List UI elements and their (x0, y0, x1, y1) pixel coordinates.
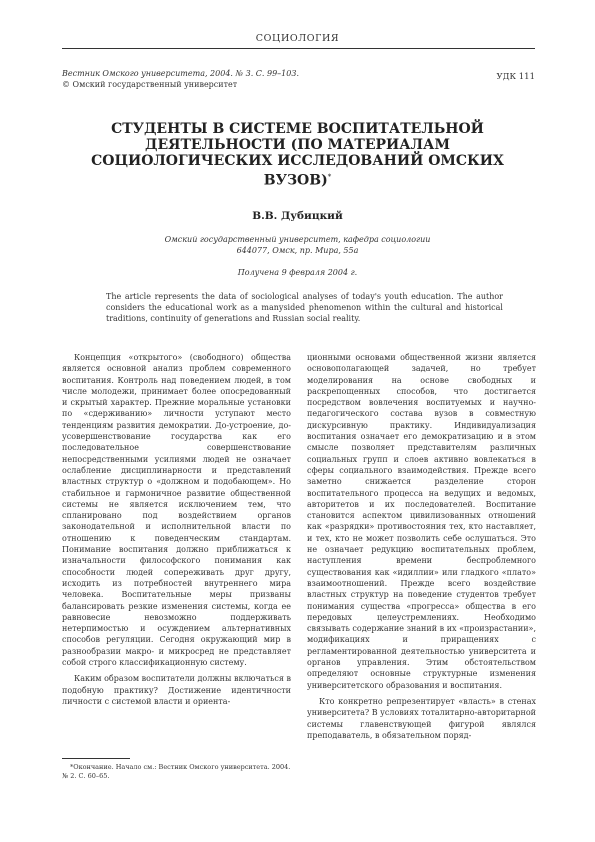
abstract: The article represents the data of sociological analyses of today's youth education. The author considers the educational work as a manysided phenomenon within the cultural and historical traditions, continuity of generations and Russian social reality. (106, 292, 503, 323)
article-title (90, 121, 505, 189)
right-column (307, 352, 536, 746)
affiliation-line-1: Омский государственный университет, кафедра социологии (164, 235, 431, 244)
header-rule (62, 48, 535, 49)
journal-info (62, 68, 299, 90)
received-date: Получена 9 февраля 2004 г. (237, 268, 358, 277)
journal-citation: Вестник Омского университета, 2004. № 3. С. 99–103. (62, 69, 299, 78)
article-title-text: СТУДЕНТЫ В СИСТЕМЕ ВОСПИТАТЕЛЬНОЙ ДЕЯТЕЛЬНОСТИ (ПО МАТЕРИАЛАМ СОЦИОЛОГИЧЕСКИХ ИССЛЕДОВАНИЙ ОМСКИХ ВУЗОВ) (91, 121, 504, 189)
copyright-line: © Омский государственный университет (62, 80, 238, 89)
footnote-rule (62, 758, 130, 759)
affiliation-line-2: 644077, Омск, пр. Мира, 55а (236, 246, 359, 255)
paragraph: Каким образом воспитатели должны включаться в подобную практику? Достижение идентичности личности с системой власти и ориента- (62, 674, 291, 706)
affiliation (0, 234, 595, 256)
paragraph: ционными основами общественной жизни является основополагающей задачей, но требует моделирования на основе свободных и раскрепощенных способов, что достигается посредством вовлечения воспитуемых и научно-педагогического состава вузов в совместную дискурсивную практику. Индивидуализация воспитания означает его демократизацию и в этом смысле позволяет представителям различных социальных групп и слоев активно вовлекаться в сферы социального взаимодействия. Прежде всего заметно снижается разделение сторон воспитательного процесса на ведущих и ведомых, авторитетов и их последователей. Воспитание становится аспектом цивилизованных отношений как «разрядки» противостояния тех, кто наставляет, и тех, кто не может позволить себе ослушаться. Это не означает редукцию воспитательных проблем, наступления времени беспроблемного существования как «идиллии» или гладкого «плато» взаимоотношений. Прежде всего воздействие властных структур на поведение студентов требует понимания существа «прогресса» общества в его передовых целеустремлениях. Необходимо связывать содержание знаний в их «произрастании», модификациях и приращениях с регламентированной деятельностью университета и органов управления. Этим обстоятельством определяют основные структурные изменения университетского образования и воспитания. (307, 353, 536, 690)
title-footnote-mark: * (327, 173, 332, 181)
udk-code: УДК 111 (496, 72, 535, 82)
left-column (62, 352, 291, 712)
running-head: СОЦИОЛОГИЯ (255, 33, 340, 44)
paragraph: Концепция «открытого» (свободного) общества является основной анализ проблем современного воспитания. Контроль над поведением людей, в том числе молодежи, принимает более опосредованный и скрытый характер. Прежние моральные установки по «сдерживанию» личности уступают место тенденциям развития демократии. До-устроение, до-усовершенствование государства как его последовательное совершенствование непосредственными усилиями людей не означает ослабление дисциплинарности и представлений властных структур о «должном и подобающем». Но стабильное и гармоничное развитие общественной системы не является исключением тем, что спланировано под воздействием органов законодательной и исполнительной власти по отношению к поведенческим стандартам. Понимание воспитания должно приближаться к изначальности философского понимания как способности людей сопереживать друг другу, исходить из потребностей внутреннего мира человека. Воспитательные меры призваны балансировать резкие изменения системы, когда ее равновесие невозможно поддерживать нетерпимостью и осуждением альтернативных способов регуляции. Сегодня окружающий мир в разнообразии макро- и микросред не представляет собой строго классификационную систему. (62, 353, 291, 668)
paragraph: Кто конкретно репрезентирует «власть» в стенах университета? В условиях тоталитарно-авторитарной системы главенствующей фигурой являлся преподаватель, в обязательном поряд- (307, 696, 536, 740)
footnote: *Окончание. Начало см.: Вестник Омского университета. 2004. № 2. С. 60–65. (62, 763, 291, 780)
author-name: В.В. Дубицкий (252, 210, 343, 222)
